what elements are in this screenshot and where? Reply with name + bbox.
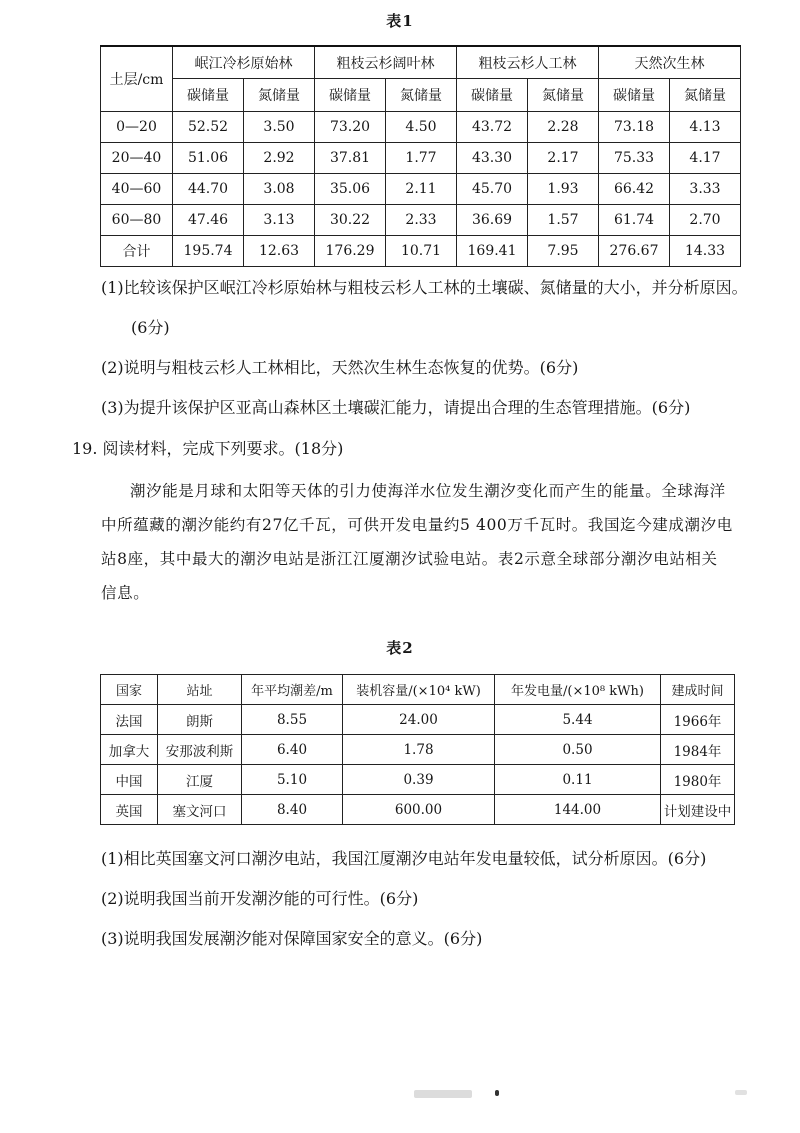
table1-group-header: 岷江冷杉原始林 (173, 46, 315, 79)
table1-row-label: 40—60 (101, 174, 173, 205)
table2-cell: 5.10 (242, 765, 343, 795)
table2-row (101, 795, 735, 825)
table2-cell: 600.00 (343, 795, 495, 825)
question-18-3: (3)为提升该保护区亚高山森林区土壤碳汇能力，请提出合理的生态管理措施。(6分) (101, 398, 691, 417)
table2-row (101, 735, 735, 765)
table1-subheader: 碳储量 (173, 79, 244, 112)
question-18-2: (2)说明与粗枝云杉人工林相比，天然次生林生态恢复的优势。(6分) (101, 358, 579, 377)
table2-header: 年平均潮差/m (242, 675, 343, 705)
table1-cell: 43.30 (457, 143, 528, 174)
table2-cell: 144.00 (495, 795, 661, 825)
question-18-1: (1)比较该保护区岷江冷杉原始林与粗枝云杉人工林的土壤碳、氮储量的大小，并分析原因。 (101, 278, 748, 297)
table2-cell: 1980年 (661, 765, 735, 795)
table2-cell: 加拿大 (101, 735, 158, 765)
table1-cell: 4.13 (670, 112, 741, 143)
table1-cell: 2.92 (244, 143, 315, 174)
table2-cell: 8.40 (242, 795, 343, 825)
table2-header: 装机容量/(×10⁴ kW) (343, 675, 495, 705)
table1-cell: 2.70 (670, 205, 741, 236)
table1-cell: 43.72 (457, 112, 528, 143)
table1-row-label: 20—40 (101, 143, 173, 174)
question-19-1: (1)相比英国塞文河口潮汐电站，我国江厦潮汐电站年发电量较低，试分析原因。(6分) (101, 849, 707, 868)
table1-row (101, 143, 741, 174)
table1-cell: 73.20 (315, 112, 386, 143)
material-paragraph-line: 中所蕴藏的潮汐能约有27亿千瓦，可供开发电量约5 400万千瓦时。我国迄今建成潮汐电 (101, 516, 733, 534)
table2-cell: 1966年 (661, 705, 735, 735)
table2-cell: 1984年 (661, 735, 735, 765)
table2-cell: 英国 (101, 795, 158, 825)
table2-header: 站址 (158, 675, 242, 705)
table1-cell: 1.57 (528, 205, 599, 236)
table1-cell: 52.52 (173, 112, 244, 143)
table2-body (101, 705, 735, 825)
table1-cell: 35.06 (315, 174, 386, 205)
table1-subheader: 碳储量 (457, 79, 528, 112)
table2-header: 国家 (101, 675, 158, 705)
table2-row (101, 705, 735, 735)
table1-cell: 66.42 (599, 174, 670, 205)
table1-cell: 73.18 (599, 112, 670, 143)
table1-subheader: 碳储量 (315, 79, 386, 112)
table2-cell: 0.50 (495, 735, 661, 765)
table2-cell: 0.39 (343, 765, 495, 795)
table2-header: 建成时间 (661, 675, 735, 705)
table2-cell: 0.11 (495, 765, 661, 795)
table1-cell: 7.95 (528, 236, 599, 267)
table1-cell: 45.70 (457, 174, 528, 205)
question-19-2: (2)说明我国当前开发潮汐能的可行性。(6分) (101, 889, 419, 908)
table1-cell: 2.28 (528, 112, 599, 143)
table1-cell: 75.33 (599, 143, 670, 174)
table1-cell: 36.69 (457, 205, 528, 236)
table1-row-label: 合计 (101, 236, 173, 267)
scan-mark (414, 1090, 472, 1098)
question-19-title: 19. 阅读材料，完成下列要求。(18分) (72, 439, 344, 458)
question-19-3: (3)说明我国发展潮汐能对保障国家安全的意义。(6分) (101, 929, 483, 948)
table2 (100, 674, 735, 825)
table1-cell: 4.50 (386, 112, 457, 143)
table1-cell: 1.77 (386, 143, 457, 174)
table1-group-header: 天然次生林 (599, 46, 741, 79)
table1-cell: 169.41 (457, 236, 528, 267)
table2-cell: 5.44 (495, 705, 661, 735)
table1-cell: 14.33 (670, 236, 741, 267)
scan-mark (735, 1090, 747, 1095)
table1-cell: 44.70 (173, 174, 244, 205)
table1-cell: 3.50 (244, 112, 315, 143)
table1-subheader: 氮储量 (386, 79, 457, 112)
table1-cell: 176.29 (315, 236, 386, 267)
table1 (100, 45, 741, 267)
table1-subheader: 氮储量 (244, 79, 315, 112)
table1-row-header: 土层/cm (101, 46, 173, 112)
table2-cell: 安那波利斯 (158, 735, 242, 765)
material-paragraph-line: 信息。 (101, 584, 150, 602)
table1-row (101, 205, 741, 236)
table1-cell: 2.33 (386, 205, 457, 236)
table1-cell: 3.08 (244, 174, 315, 205)
table2-cell: 1.78 (343, 735, 495, 765)
table1-cell: 4.17 (670, 143, 741, 174)
question-18-1-score: (6分) (131, 318, 170, 337)
table2-cell: 中国 (101, 765, 158, 795)
table1-cell: 51.06 (173, 143, 244, 174)
table1-cell: 276.67 (599, 236, 670, 267)
table1-cell: 37.81 (315, 143, 386, 174)
material-paragraph-line: 潮汐能是月球和太阳等天体的引力使海洋水位发生潮汐变化而产生的能量。全球海洋 (130, 482, 726, 500)
table1-subheader: 氮储量 (528, 79, 599, 112)
table2-cell: 江厦 (158, 765, 242, 795)
material-paragraph-line: 站8座，其中最大的潮汐电站是浙江江厦潮汐试验电站。表2示意全球部分潮汐电站相关 (101, 550, 718, 568)
table1-cell: 3.33 (670, 174, 741, 205)
table1-cell: 30.22 (315, 205, 386, 236)
table2-cell: 8.55 (242, 705, 343, 735)
table1-cell: 2.17 (528, 143, 599, 174)
table1-row (101, 174, 741, 205)
table2-cell: 法国 (101, 705, 158, 735)
table2-cell: 24.00 (343, 705, 495, 735)
table2-header: 年发电量/(×10⁸ kWh) (495, 675, 661, 705)
table1-cell: 3.13 (244, 205, 315, 236)
table1-group-header: 粗枝云杉阔叶林 (315, 46, 457, 79)
table1-row (101, 112, 741, 143)
table1-cell: 47.46 (173, 205, 244, 236)
table1-caption: 表1 (386, 12, 414, 30)
table1-subheader: 氮储量 (670, 79, 741, 112)
table1-cell: 1.93 (528, 174, 599, 205)
table2-cell: 塞文河口 (158, 795, 242, 825)
table2-cell: 6.40 (242, 735, 343, 765)
table1-cell: 2.11 (386, 174, 457, 205)
table1-row-label: 60—80 (101, 205, 173, 236)
table1-cell: 61.74 (599, 205, 670, 236)
table2-row (101, 765, 735, 795)
table1-group-header: 粗枝云杉人工林 (457, 46, 599, 79)
table1-body (101, 112, 741, 267)
table1-cell: 10.71 (386, 236, 457, 267)
table2-cell: 计划建设中 (661, 795, 735, 825)
table1-cell: 12.63 (244, 236, 315, 267)
table1-row-label: 0—20 (101, 112, 173, 143)
table2-caption: 表2 (386, 639, 414, 657)
table1-cell: 195.74 (173, 236, 244, 267)
scan-mark (495, 1090, 499, 1096)
table2-cell: 朗斯 (158, 705, 242, 735)
table1-row (101, 236, 741, 267)
table1-subheader: 碳储量 (599, 79, 670, 112)
